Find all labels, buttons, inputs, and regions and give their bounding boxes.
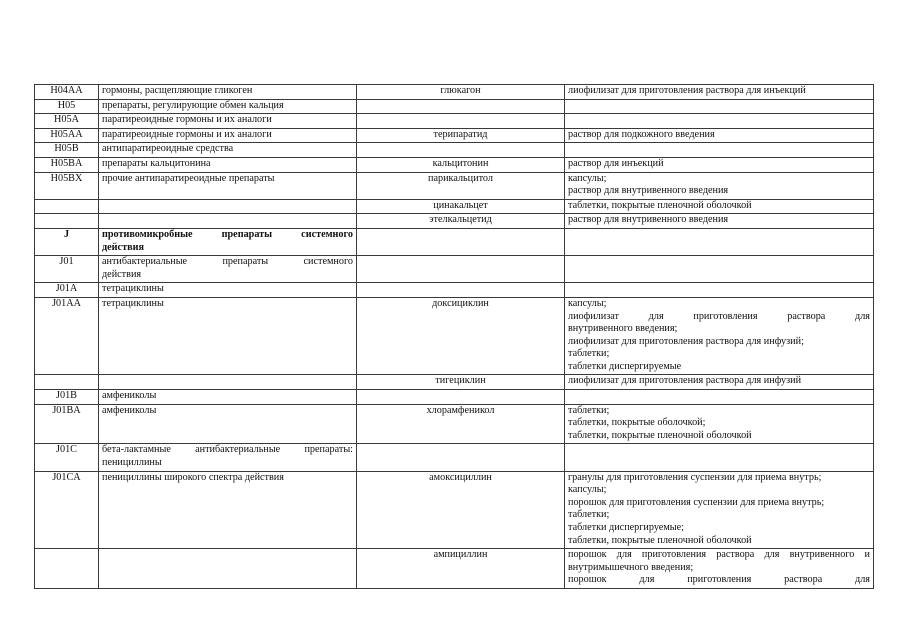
table-row xyxy=(35,172,874,199)
anatomical-therapeutic-group-cell xyxy=(99,114,357,129)
group-text-line: действия xyxy=(102,268,142,280)
table-row xyxy=(35,128,874,143)
anatomical-therapeutic-group-cell xyxy=(99,404,357,444)
atc-code-cell: H05BA xyxy=(35,157,99,172)
atc-code-cell xyxy=(35,375,99,390)
anatomical-therapeutic-group-cell xyxy=(99,85,357,100)
dosage-form-line: внутримышечного введения; xyxy=(568,561,694,573)
dosage-form-line: раствор для инъекций xyxy=(568,157,664,169)
dosage-form-line: лиофилизат для приготовления раствора для xyxy=(568,310,870,322)
dosage-form-line: таблетки, покрытые пленочной оболочкой xyxy=(568,534,752,546)
drug-name-cell: терипаратид xyxy=(357,128,565,143)
dosage-form-cell xyxy=(565,404,874,444)
table-row xyxy=(35,375,874,390)
anatomical-therapeutic-group-cell xyxy=(99,375,357,390)
table-row xyxy=(35,228,874,255)
drug-name-cell: цинакальцет xyxy=(357,199,565,214)
drug-name-cell xyxy=(357,283,565,298)
group-text-line: препараты, регулирующие обмен кальция xyxy=(102,99,284,111)
dosage-form-cell xyxy=(565,172,874,199)
atc-code-cell: J01BA xyxy=(35,404,99,444)
atc-code-cell: H05BX xyxy=(35,172,99,199)
dosage-form-line: таблетки диспергируемые; xyxy=(568,522,684,533)
dosage-form-line: таблетки; xyxy=(568,348,610,360)
drug-name-cell xyxy=(357,256,565,283)
drug-name-cell xyxy=(357,228,565,255)
table-row xyxy=(35,114,874,129)
group-text-line: амфениколы xyxy=(102,390,157,402)
anatomical-therapeutic-group-cell xyxy=(99,99,357,114)
dosage-form-line: раствор для подкожного введения xyxy=(568,128,715,140)
group-text-line: действия xyxy=(102,241,144,253)
anatomical-therapeutic-group-cell xyxy=(99,283,357,298)
anatomical-therapeutic-group-cell xyxy=(99,256,357,283)
table-row xyxy=(35,283,874,298)
table-row xyxy=(35,143,874,158)
group-text-line: пенициллины xyxy=(102,457,162,469)
dosage-form-line: лиофилизат для приготовления раствора для инфузий; xyxy=(568,335,804,347)
atc-code-cell: H05A xyxy=(35,114,99,129)
atc-code-cell: H04AA xyxy=(35,85,99,100)
anatomical-therapeutic-group-cell xyxy=(99,549,357,589)
dosage-form-cell xyxy=(565,390,874,405)
dosage-form-line: гранулы для приготовления суспензии для приема внутрь; xyxy=(568,471,822,483)
drug-name-cell: парикальцитол xyxy=(357,172,565,199)
dosage-form-cell xyxy=(565,471,874,549)
anatomical-therapeutic-group-cell xyxy=(99,471,357,549)
drug-name-cell: глюкагон xyxy=(357,85,565,100)
dosage-form-line: порошок для приготовления раствора для внутривенного и xyxy=(568,549,870,561)
drug-name-cell: амоксициллин xyxy=(357,471,565,549)
dosage-form-cell xyxy=(565,549,874,589)
dosage-form-cell xyxy=(565,199,874,214)
anatomical-therapeutic-group-cell xyxy=(99,128,357,143)
group-text-line: пенициллины широкого спектра действия xyxy=(102,471,284,483)
medication-table-body xyxy=(35,85,874,589)
dosage-form-line: таблетки, покрытые пленочной оболочкой xyxy=(568,429,752,441)
group-text-line: противомикробные препараты системного xyxy=(102,228,353,240)
table-row xyxy=(35,390,874,405)
atc-code-cell xyxy=(35,214,99,229)
drug-name-cell: хлорамфеникол xyxy=(357,404,565,444)
dosage-form-cell xyxy=(565,114,874,129)
atc-code-cell: J01A xyxy=(35,283,99,298)
dosage-form-line: раствор для внутривенного введения xyxy=(568,185,729,197)
group-text-line: бета-лактамные антибактериальные препараты: xyxy=(102,444,353,456)
group-text-line: антибактериальные препараты системного xyxy=(102,256,353,268)
drug-name-cell: доксициклин xyxy=(357,297,565,375)
dosage-form-line: внутривенного введения; xyxy=(568,323,678,335)
dosage-form-cell xyxy=(565,297,874,375)
atc-code-cell: J01B xyxy=(35,390,99,405)
drug-name-cell: тигециклин xyxy=(357,375,565,390)
dosage-form-line: раствор для внутривенного введения xyxy=(568,214,729,226)
drug-name-cell: кальцитонин xyxy=(357,157,565,172)
drug-name-cell xyxy=(357,99,565,114)
group-text-line: прочие антипаратиреоидные препараты xyxy=(102,172,275,184)
dosage-form-line: порошок для приготовления раствора для xyxy=(568,574,870,586)
table-row xyxy=(35,99,874,114)
anatomical-therapeutic-group-cell xyxy=(99,214,357,229)
anatomical-therapeutic-group-cell xyxy=(99,172,357,199)
anatomical-therapeutic-group-cell xyxy=(99,157,357,172)
atc-code-cell xyxy=(35,199,99,214)
group-text-line: амфениколы xyxy=(102,404,157,416)
atc-code-cell xyxy=(35,549,99,589)
anatomical-therapeutic-group-cell xyxy=(99,143,357,158)
dosage-form-cell xyxy=(565,143,874,158)
dosage-form-cell xyxy=(565,85,874,100)
dosage-form-line: капсулы; xyxy=(568,297,607,309)
group-text-line: паратиреоидные гормоны и их аналоги xyxy=(102,128,272,140)
drug-name-cell: этелкальцетид xyxy=(357,214,565,229)
drug-name-cell xyxy=(357,114,565,129)
atc-code-cell: J xyxy=(35,228,99,255)
atc-code-cell: H05 xyxy=(35,99,99,114)
table-row xyxy=(35,157,874,172)
dosage-form-cell xyxy=(565,283,874,298)
anatomical-therapeutic-group-cell xyxy=(99,297,357,375)
table-row xyxy=(35,85,874,100)
dosage-form-line: таблетки; xyxy=(568,404,610,416)
dosage-form-cell xyxy=(565,128,874,143)
drug-name-cell xyxy=(357,444,565,471)
drug-name-cell: ампициллин xyxy=(357,549,565,589)
atc-code-cell: J01CA xyxy=(35,471,99,549)
drug-name-cell xyxy=(357,143,565,158)
dosage-form-cell xyxy=(565,256,874,283)
table-row xyxy=(35,549,874,589)
dosage-form-line: порошок для приготовления суспензии для приема внутрь; xyxy=(568,496,825,508)
anatomical-therapeutic-group-cell xyxy=(99,228,357,255)
group-text-line: антипаратиреоидные средства xyxy=(102,143,234,155)
dosage-form-cell xyxy=(565,99,874,114)
dosage-form-cell xyxy=(565,375,874,390)
group-text-line: гормоны, расщепляющие гликоген xyxy=(102,85,253,96)
dosage-form-cell xyxy=(565,157,874,172)
dosage-form-line: лиофилизат для приготовления раствора для инъекций xyxy=(568,85,806,96)
dosage-form-line: таблетки; xyxy=(568,509,610,521)
table-row xyxy=(35,256,874,283)
group-text-line: препараты кальцитонина xyxy=(102,157,211,169)
dosage-form-line: таблетки, покрытые пленочной оболочкой xyxy=(568,199,752,211)
dosage-form-line: лиофилизат для приготовления раствора для инфузий xyxy=(568,375,802,387)
atc-code-cell: H05AA xyxy=(35,128,99,143)
anatomical-therapeutic-group-cell xyxy=(99,199,357,214)
atc-code-cell: H05B xyxy=(35,143,99,158)
table-row xyxy=(35,214,874,229)
group-text-line: тетрациклины xyxy=(102,283,164,295)
table-row xyxy=(35,471,874,549)
dosage-form-cell xyxy=(565,214,874,229)
table-row xyxy=(35,444,874,471)
medication-table xyxy=(34,84,874,589)
dosage-form-cell xyxy=(565,228,874,255)
group-text-line: тетрациклины xyxy=(102,297,164,309)
atc-code-cell: J01C xyxy=(35,444,99,471)
dosage-form-cell xyxy=(565,444,874,471)
table-row xyxy=(35,297,874,375)
anatomical-therapeutic-group-cell xyxy=(99,390,357,405)
anatomical-therapeutic-group-cell xyxy=(99,444,357,471)
dosage-form-line: таблетки диспергируемые xyxy=(568,360,682,372)
dosage-form-line: таблетки, покрытые оболочкой; xyxy=(568,417,706,429)
dosage-form-line: капсулы; xyxy=(568,484,607,496)
table-row xyxy=(35,404,874,444)
atc-code-cell: J01AA xyxy=(35,297,99,375)
atc-code-cell: J01 xyxy=(35,256,99,283)
table-row xyxy=(35,199,874,214)
dosage-form-line: капсулы; xyxy=(568,172,607,184)
group-text-line: паратиреоидные гормоны и их аналоги xyxy=(102,114,272,126)
drug-name-cell xyxy=(357,390,565,405)
